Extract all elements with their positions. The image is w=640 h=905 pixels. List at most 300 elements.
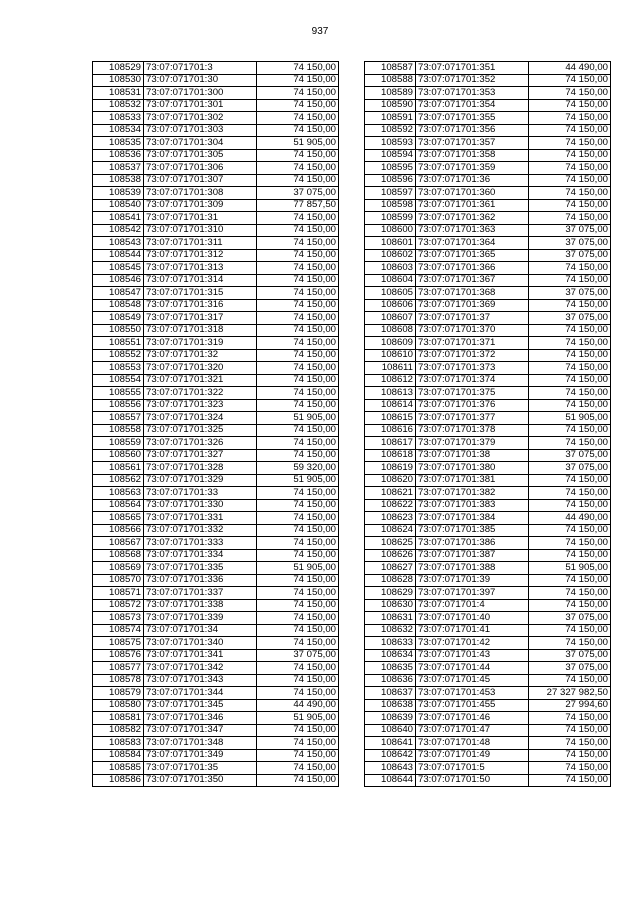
value-cell: 74 150,00 [257,149,339,162]
table-row [93,199,339,212]
cadastral-number-cell: 73:07:071701:344 [144,687,257,700]
table-row [93,512,339,525]
cadastral-number-cell: 73:07:071701:40 [416,612,529,625]
table-row [365,149,611,162]
cadastral-number-cell: 73:07:071701:50 [416,774,529,787]
cadastral-number-cell: 73:07:071701:373 [416,362,529,375]
value-cell: 74 150,00 [529,199,611,212]
row-number-cell: 108588 [365,74,416,87]
value-cell: 37 075,00 [529,237,611,250]
row-number-cell: 108638 [365,699,416,712]
value-cell: 74 150,00 [257,399,339,412]
table-row [365,187,611,200]
row-number-cell: 108629 [365,587,416,600]
row-number-cell: 108557 [93,412,144,425]
row-number-cell: 108560 [93,449,144,462]
value-cell: 74 150,00 [257,549,339,562]
row-number-cell: 108552 [93,349,144,362]
table-row [365,562,611,575]
table-row [365,537,611,550]
value-cell: 74 150,00 [257,87,339,100]
cadastral-number-cell: 73:07:071701:306 [144,162,257,175]
table-row [93,62,339,75]
value-cell: 74 150,00 [257,387,339,400]
value-cell: 51 905,00 [529,562,611,575]
value-cell: 74 150,00 [529,437,611,450]
row-number-cell: 108537 [93,162,144,175]
value-cell: 74 150,00 [257,487,339,500]
value-cell: 74 150,00 [257,624,339,637]
cadastral-number-cell: 73:07:071701:378 [416,424,529,437]
row-number-cell: 108622 [365,499,416,512]
value-cell: 74 150,00 [257,574,339,587]
value-cell: 74 150,00 [529,712,611,725]
cadastral-number-cell: 73:07:071701:324 [144,412,257,425]
cadastral-number-cell: 73:07:071701:364 [416,237,529,250]
value-cell: 74 150,00 [529,537,611,550]
cadastral-number-cell: 73:07:071701:46 [416,712,529,725]
row-number-cell: 108597 [365,187,416,200]
table-row [365,549,611,562]
cadastral-number-cell: 73:07:071701:385 [416,524,529,537]
table-row [365,637,611,650]
value-cell: 74 150,00 [257,99,339,112]
value-cell: 37 075,00 [529,287,611,300]
table-row [93,662,339,675]
cadastral-number-cell: 73:07:071701:388 [416,562,529,575]
cadastral-number-cell: 73:07:071701:47 [416,724,529,737]
value-cell: 74 150,00 [529,112,611,125]
cadastral-number-cell: 73:07:071701:455 [416,699,529,712]
row-number-cell: 108538 [93,174,144,187]
row-number-cell: 108625 [365,537,416,550]
cadastral-number-cell: 73:07:071701:331 [144,512,257,525]
cadastral-number-cell: 73:07:071701:328 [144,462,257,475]
table-row [93,462,339,475]
value-cell: 74 150,00 [257,262,339,275]
table-row [93,349,339,362]
value-cell: 44 490,00 [529,62,611,75]
value-cell: 74 150,00 [529,74,611,87]
row-number-cell: 108572 [93,599,144,612]
row-number-cell: 108580 [93,699,144,712]
cadastral-number-cell: 73:07:071701:318 [144,324,257,337]
table-row [93,424,339,437]
cadastral-number-cell: 73:07:071701:351 [416,62,529,75]
value-cell: 74 150,00 [529,424,611,437]
value-cell: 74 150,00 [529,87,611,100]
cadastral-number-cell: 73:07:071701:383 [416,499,529,512]
table-row [365,512,611,525]
table-row [365,574,611,587]
value-cell: 74 150,00 [529,349,611,362]
value-cell: 74 150,00 [529,137,611,150]
cadastral-number-cell: 73:07:071701:354 [416,99,529,112]
cadastral-number-cell: 73:07:071701:353 [416,87,529,100]
row-number-cell: 108582 [93,724,144,737]
table-row [365,299,611,312]
cadastral-number-cell: 73:07:071701:308 [144,187,257,200]
table-row [365,324,611,337]
value-cell: 74 150,00 [529,499,611,512]
table-row [93,399,339,412]
value-cell: 74 150,00 [257,737,339,750]
table-row [365,162,611,175]
row-number-cell: 108567 [93,537,144,550]
value-cell: 74 150,00 [257,312,339,325]
value-cell: 74 150,00 [257,237,339,250]
row-number-cell: 108540 [93,199,144,212]
cadastral-number-cell: 73:07:071701:3 [144,62,257,75]
table-row [93,649,339,662]
table-row [365,762,611,775]
row-number-cell: 108574 [93,624,144,637]
cadastral-number-cell: 73:07:071701:343 [144,674,257,687]
table-row [93,737,339,750]
value-cell: 77 857,50 [257,199,339,212]
cadastral-number-cell: 73:07:071701:370 [416,324,529,337]
row-number-cell: 108637 [365,687,416,700]
cadastral-number-cell: 73:07:071701:312 [144,249,257,262]
row-number-cell: 108565 [93,512,144,525]
row-number-cell: 108601 [365,237,416,250]
value-cell: 74 150,00 [257,612,339,625]
row-number-cell: 108642 [365,749,416,762]
table-row [365,137,611,150]
page-number: 937 [311,26,329,37]
cadastral-number-cell: 73:07:071701:305 [144,149,257,162]
row-number-cell: 108623 [365,512,416,525]
row-number-cell: 108544 [93,249,144,262]
table-row [365,362,611,375]
value-cell: 74 150,00 [529,162,611,175]
value-cell: 74 150,00 [257,124,339,137]
row-number-cell: 108644 [365,774,416,787]
cadastral-number-cell: 73:07:071701:31 [144,212,257,225]
table-row [93,374,339,387]
value-cell: 74 150,00 [257,224,339,237]
table-row [365,474,611,487]
table-row [365,524,611,537]
value-cell: 37 075,00 [529,312,611,325]
value-cell: 27 994,60 [529,699,611,712]
value-cell: 74 150,00 [529,624,611,637]
row-number-cell: 108559 [93,437,144,450]
cadastral-number-cell: 73:07:071701:301 [144,99,257,112]
row-number-cell: 108596 [365,174,416,187]
row-number-cell: 108587 [365,62,416,75]
row-number-cell: 108566 [93,524,144,537]
row-number-cell: 108620 [365,474,416,487]
table-row [365,587,611,600]
value-cell: 59 320,00 [257,462,339,475]
table-row [365,249,611,262]
value-cell: 74 150,00 [529,187,611,200]
value-cell: 74 150,00 [257,749,339,762]
row-number-cell: 108581 [93,712,144,725]
value-cell: 74 150,00 [529,174,611,187]
cadastral-number-cell: 73:07:071701:342 [144,662,257,675]
row-number-cell: 108591 [365,112,416,125]
value-cell: 74 150,00 [257,349,339,362]
cadastral-number-cell: 73:07:071701:320 [144,362,257,375]
value-cell: 74 150,00 [529,574,611,587]
table-row [93,312,339,325]
cadastral-number-cell: 73:07:071701:304 [144,137,257,150]
value-cell: 74 150,00 [257,499,339,512]
table-row [93,99,339,112]
table-row [93,637,339,650]
cadastral-number-cell: 73:07:071701:350 [144,774,257,787]
row-number-cell: 108531 [93,87,144,100]
row-number-cell: 108568 [93,549,144,562]
value-cell: 74 150,00 [257,362,339,375]
table-row [93,237,339,250]
value-cell: 74 150,00 [257,524,339,537]
value-cell: 74 150,00 [529,399,611,412]
value-cell: 74 150,00 [257,774,339,787]
cadastral-number-cell: 73:07:071701:361 [416,199,529,212]
table-row [93,524,339,537]
table-row [93,387,339,400]
table-row [365,612,611,625]
row-number-cell: 108598 [365,199,416,212]
value-cell: 74 150,00 [257,174,339,187]
value-cell: 37 075,00 [529,462,611,475]
table-row [93,549,339,562]
table-row [93,149,339,162]
cadastral-number-cell: 73:07:071701:387 [416,549,529,562]
table-row [365,274,611,287]
cadastral-number-cell: 73:07:071701:371 [416,337,529,350]
cadastral-number-cell: 73:07:071701:382 [416,487,529,500]
cadastral-number-cell: 73:07:071701:397 [416,587,529,600]
row-number-cell: 108553 [93,362,144,375]
value-cell: 74 150,00 [529,774,611,787]
row-number-cell: 108619 [365,462,416,475]
value-cell: 74 150,00 [529,274,611,287]
cadastral-number-cell: 73:07:071701:322 [144,387,257,400]
row-number-cell: 108543 [93,237,144,250]
row-number-cell: 108569 [93,562,144,575]
row-number-cell: 108595 [365,162,416,175]
table-row [365,599,611,612]
table-row [93,537,339,550]
row-number-cell: 108599 [365,212,416,225]
table-row [365,687,611,700]
cadastral-number-cell: 73:07:071701:38 [416,449,529,462]
cadastral-number-cell: 73:07:071701:42 [416,637,529,650]
row-number-cell: 108615 [365,412,416,425]
table-row [93,574,339,587]
row-number-cell: 108533 [93,112,144,125]
value-cell: 37 075,00 [257,649,339,662]
row-number-cell: 108585 [93,762,144,775]
row-number-cell: 108621 [365,487,416,500]
table-row [365,174,611,187]
row-number-cell: 108532 [93,99,144,112]
row-number-cell: 108614 [365,399,416,412]
value-cell: 74 150,00 [529,387,611,400]
value-cell: 74 150,00 [529,524,611,537]
value-cell: 74 150,00 [529,337,611,350]
value-cell: 74 150,00 [529,212,611,225]
cadastral-number-cell: 73:07:071701:367 [416,274,529,287]
cadastral-number-cell: 73:07:071701:323 [144,399,257,412]
table-row [93,624,339,637]
table-row [93,112,339,125]
value-cell: 37 075,00 [529,224,611,237]
row-number-cell: 108549 [93,312,144,325]
table-row [93,87,339,100]
value-cell: 74 150,00 [257,62,339,75]
table-row [365,387,611,400]
table-row [93,724,339,737]
value-cell: 74 150,00 [529,762,611,775]
cadastral-number-cell: 73:07:071701:307 [144,174,257,187]
table-row [93,124,339,137]
table-row [93,674,339,687]
table-row [365,424,611,437]
row-number-cell: 108641 [365,737,416,750]
value-cell: 74 150,00 [257,537,339,550]
value-cell: 74 150,00 [529,637,611,650]
value-cell: 74 150,00 [257,724,339,737]
table-row [93,749,339,762]
row-number-cell: 108551 [93,337,144,350]
value-cell: 37 075,00 [529,249,611,262]
row-number-cell: 108603 [365,262,416,275]
cadastral-number-cell: 73:07:071701:329 [144,474,257,487]
table-row [93,299,339,312]
value-cell: 74 150,00 [257,287,339,300]
cadastral-number-cell: 73:07:071701:377 [416,412,529,425]
table-row [365,774,611,787]
value-cell: 74 150,00 [257,512,339,525]
table-row [365,399,611,412]
row-number-cell: 108594 [365,149,416,162]
value-cell: 74 150,00 [529,262,611,275]
table-row [365,624,611,637]
row-number-cell: 108586 [93,774,144,787]
cadastral-number-cell: 73:07:071701:340 [144,637,257,650]
cadastral-number-cell: 73:07:071701:335 [144,562,257,575]
cadastral-number-cell: 73:07:071701:326 [144,437,257,450]
table-row [93,262,339,275]
cadastral-number-cell: 73:07:071701:380 [416,462,529,475]
value-cell: 74 150,00 [257,424,339,437]
value-cell: 74 150,00 [257,674,339,687]
table-row [365,487,611,500]
cadastral-number-cell: 73:07:071701:355 [416,112,529,125]
row-number-cell: 108608 [365,324,416,337]
cadastral-number-cell: 73:07:071701:376 [416,399,529,412]
value-cell: 51 905,00 [257,712,339,725]
table-row [365,437,611,450]
value-cell: 27 327 982,50 [529,687,611,700]
table-row [93,224,339,237]
row-number-cell: 108555 [93,387,144,400]
cadastral-number-cell: 73:07:071701:309 [144,199,257,212]
cadastral-number-cell: 73:07:071701:44 [416,662,529,675]
cadastral-number-cell: 73:07:071701:338 [144,599,257,612]
table-row [365,699,611,712]
table-row [365,212,611,225]
table-row [365,449,611,462]
cadastral-number-cell: 73:07:071701:302 [144,112,257,125]
cadastral-number-cell: 73:07:071701:346 [144,712,257,725]
cadastral-number-cell: 73:07:071701:315 [144,287,257,300]
cadastral-number-cell: 73:07:071701:384 [416,512,529,525]
table-row [93,774,339,787]
cadastral-number-cell: 73:07:071701:325 [144,424,257,437]
table-row [365,199,611,212]
cadastral-number-cell: 73:07:071701:5 [416,762,529,775]
value-cell: 74 150,00 [529,474,611,487]
row-number-cell: 108571 [93,587,144,600]
row-number-cell: 108562 [93,474,144,487]
table-row [93,187,339,200]
value-cell: 74 150,00 [529,587,611,600]
row-number-cell: 108604 [365,274,416,287]
cadastral-number-cell: 73:07:071701:313 [144,262,257,275]
row-number-cell: 108640 [365,724,416,737]
table-row [93,499,339,512]
table-row [93,562,339,575]
row-number-cell: 108628 [365,574,416,587]
row-number-cell: 108606 [365,299,416,312]
cadastral-number-cell: 73:07:071701:319 [144,337,257,350]
value-cell: 74 150,00 [529,737,611,750]
row-number-cell: 108616 [365,424,416,437]
value-cell: 74 150,00 [257,587,339,600]
table-row [365,62,611,75]
cadastral-number-cell: 73:07:071701:39 [416,574,529,587]
row-number-cell: 108577 [93,662,144,675]
row-number-cell: 108611 [365,362,416,375]
table-row [365,712,611,725]
row-number-cell: 108593 [365,137,416,150]
table-row [365,412,611,425]
value-cell: 74 150,00 [257,112,339,125]
cadastral-number-cell: 73:07:071701:359 [416,162,529,175]
table-row [93,587,339,600]
cadastral-number-cell: 73:07:071701:374 [416,374,529,387]
cadastral-number-cell: 73:07:071701:311 [144,237,257,250]
value-cell: 74 150,00 [257,637,339,650]
cadastral-number-cell: 73:07:071701:34 [144,624,257,637]
row-number-cell: 108554 [93,374,144,387]
row-number-cell: 108617 [365,437,416,450]
row-number-cell: 108627 [365,562,416,575]
row-number-cell: 108570 [93,574,144,587]
row-number-cell: 108563 [93,487,144,500]
row-number-cell: 108631 [365,612,416,625]
row-number-cell: 108602 [365,249,416,262]
table-row [93,74,339,87]
cadastral-number-cell: 73:07:071701:369 [416,299,529,312]
cadastral-number-cell: 73:07:071701:30 [144,74,257,87]
row-number-cell: 108636 [365,674,416,687]
row-number-cell: 108575 [93,637,144,650]
right-register-table [364,61,611,787]
table-row [365,287,611,300]
cadastral-number-cell: 73:07:071701:303 [144,124,257,137]
value-cell: 74 150,00 [529,749,611,762]
cadastral-number-cell: 73:07:071701:381 [416,474,529,487]
table-row [365,649,611,662]
value-cell: 51 905,00 [257,474,339,487]
